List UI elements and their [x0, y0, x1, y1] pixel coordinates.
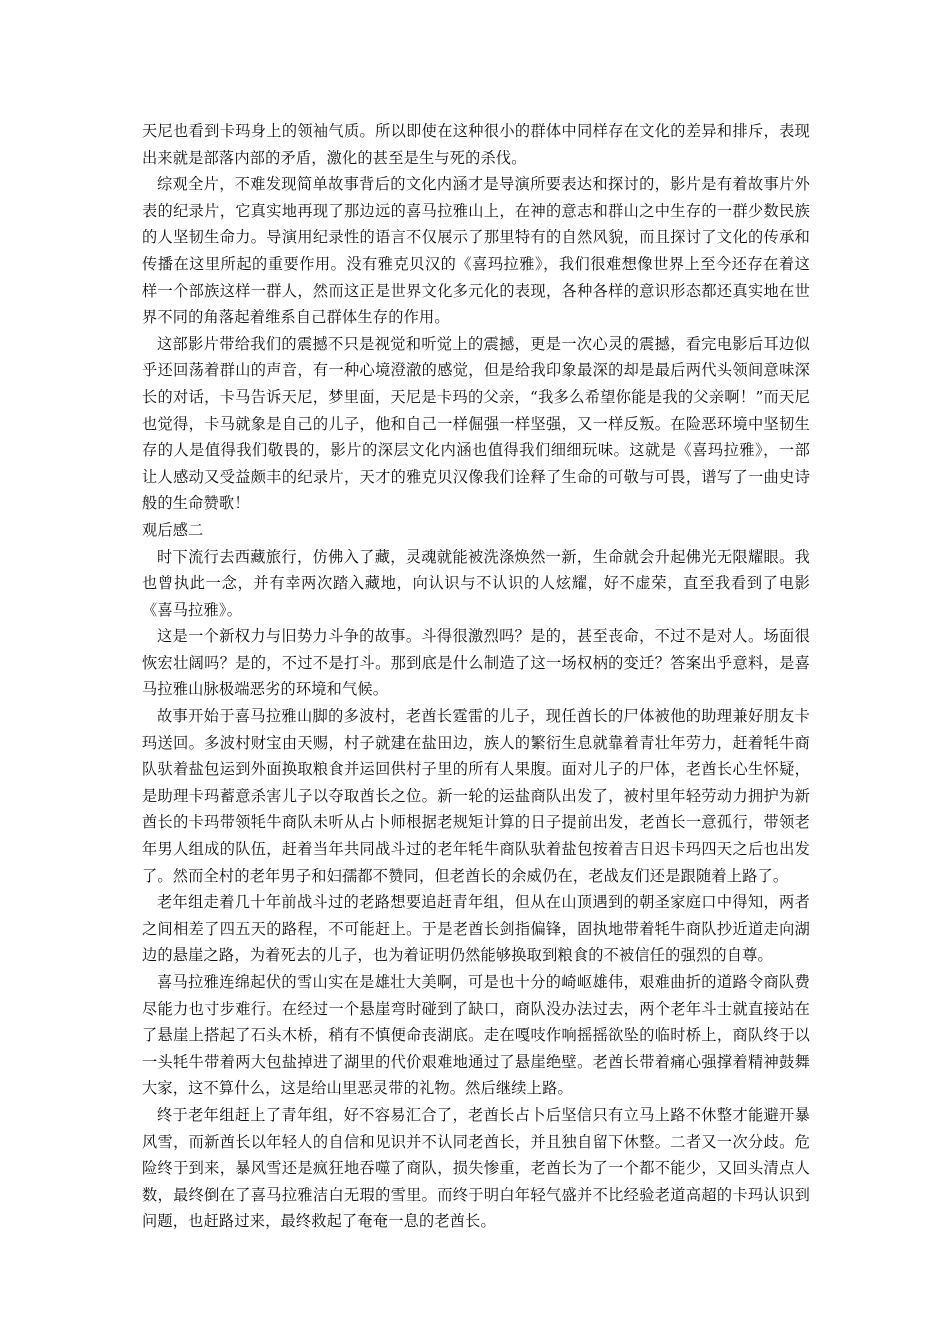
- document-page: [142, 118, 810, 1235]
- paragraph-3: 这部影片带给我们的震撼不只是视觉和听觉上的震撼，更是一次心灵的震撼，看完电影后耳边似乎还回荡着群山的声音，有一种心境澄澈的感觉，但是给我印象最深的却是最后两代头领间意味深长的对话，卡马告诉天尼，梦里面，天尼是卡玛的父亲，“我多么希望你能是我的父亲啊！”而天尼也觉得，卡马就象是自己的儿子，他和自己一样倔强一样坚强，又一样反叛。在险恶环境中坚韧生存的人是值得我们敬畏的，影片的深层文化内涵也值得我们细细玩味。这就是《喜玛拉雅》，一部让人感动又受益颇丰的纪录片，天才的雅克贝汉像我们诠释了生命的可敬与可畏，谱写了一曲史诗般的生命赞歌！: [142, 334, 810, 513]
- paragraph-4: 时下流行去西藏旅行，仿佛入了藏，灵魂就能被洗涤焕然一新，生命就会升起佛光无限耀眼。我也曾执此一念，并有幸两次踏入藏地，向认识与不认识的人炫耀，好不虚荣，直至我看到了电影《喜马拉雅》。: [142, 547, 810, 619]
- paragraph-2: 综观全片，不难发现简单故事背后的文化内涵才是导演所要表达和探讨的，影片是有着故事片外表的纪录片，它真实地再现了那边远的喜马拉雅山上，在神的意志和群山之中生存的一群少数民族的人坚韧生命力。导演用纪录性的语言不仅展示了那里特有的自然风貌，而且探讨了文化的传承和传播在这里所起的重要作用。没有雅克贝汉的《喜玛拉雅》，我们很难想像世界上至今还存在着这样一个部族这样一群人，然而这正是世界文化多元化的表现，各种各样的意识形态都还真实地在世界不同的角落起着维系自己群体生存的作用。: [142, 175, 810, 327]
- paragraph-8: 喜马拉雅连绵起伏的雪山实在是雄壮大美啊，可是也十分的崎岖雄伟，艰难曲折的道路令商队费尽能力也寸步难行。在经过一个悬崖弯时碰到了缺口，商队没办法过去，两个老年斗士就直接站在了悬崖上搭起了石头木桥，稍有不慎便命丧湖底。走在嘎吱作响摇摇欲坠的临时桥上，商队终于以一头牦牛带着两大包盐掉进了湖里的代价艰难地通过了悬崖绝壁。老酋长带着痛心强撑着精神鼓舞大家，这不算什么，这是给山里恶灵带的礼物。然后继续上路。: [142, 973, 810, 1098]
- paragraph-1: 天尼也看到卡玛身上的领袖气质。所以即使在这种很小的群体中同样存在文化的差异和排斥，表现出来就是部落内部的矛盾，激化的甚至是生与死的杀伐。: [142, 122, 810, 167]
- paragraph-7: 老年组走着几十年前战斗过的老路想要追赶青年组，但从在山顶遇到的朝圣家庭口中得知，两者之间相差了四五天的路程，不可能赶上。于是老酋长剑指偏锋，固执地带着牦牛商队抄近道走向湖边的悬崖之路，为着死去的儿子，也为着证明仍然能够换取到粮食的不被信任的强烈的自尊。: [142, 893, 810, 965]
- paragraph-9: 终于老年组赶上了青年组，好不容易汇合了，老酋长占卜后坚信只有立马上路不休整才能避开暴风雪，而新酋长以年轻人的自信和见识并不认同老酋长，并且独自留下休整。二者又一次分歧。危险终于到来，暴风雪还是疯狂地吞噬了商队，损失惨重，老酋长为了一个都不能少，又回头清点人数，最终倒在了喜马拉雅洁白无瑕的雪里。而终于明白年轻气盛并不比经验老道高超的卡玛认识到问题，也赶路过来，最终救起了奄奄一息的老酋长。: [142, 1105, 810, 1231]
- paragraph-6: 故事开始于喜马拉雅山脚的多波村，老酋长霆雷的儿子，现任酋长的尸体被他的助理兼好朋友卡玛送回。多波村财宝由天赐，村子就建在盐田边，族人的繁衍生息就靠着青壮年劳力，赶着牦牛商队驮着盐包运到外面换取粮食并运回供村子里的所有人果腹。面对儿子的尸体，老酋长心生怀疑，是助理卡玛蓄意杀害儿子以夺取酋长之位。新一轮的运盐商队出发了，被村里年轻劳动力拥护为新酋长的卡玛带领牦牛商队未听从占卜师根据老规矩计算的日子提前出发，老酋长一意孤行，带领老年男人组成的队伍，赶着当年共同战斗过的老年牦牛商队驮着盐包按着吉日迟卡玛四天之后也出发了。然而全村的老年男子和妇孺都不赞同，但老酋长的余威仍在，老战友们还是跟随着上路了。: [142, 707, 810, 885]
- paragraph-5: 这是一个新权力与旧势力斗争的故事。斗得很激烈吗？是的，甚至丧命，不过不是对人。场面很恢宏壮阔吗？是的，不过不是打斗。那到底是什么制造了这一场权柄的变迁？答案出乎意料，是喜马拉雅山脉极端恶劣的环境和气候。: [142, 627, 810, 699]
- section-heading: 观后感二: [142, 520, 204, 539]
